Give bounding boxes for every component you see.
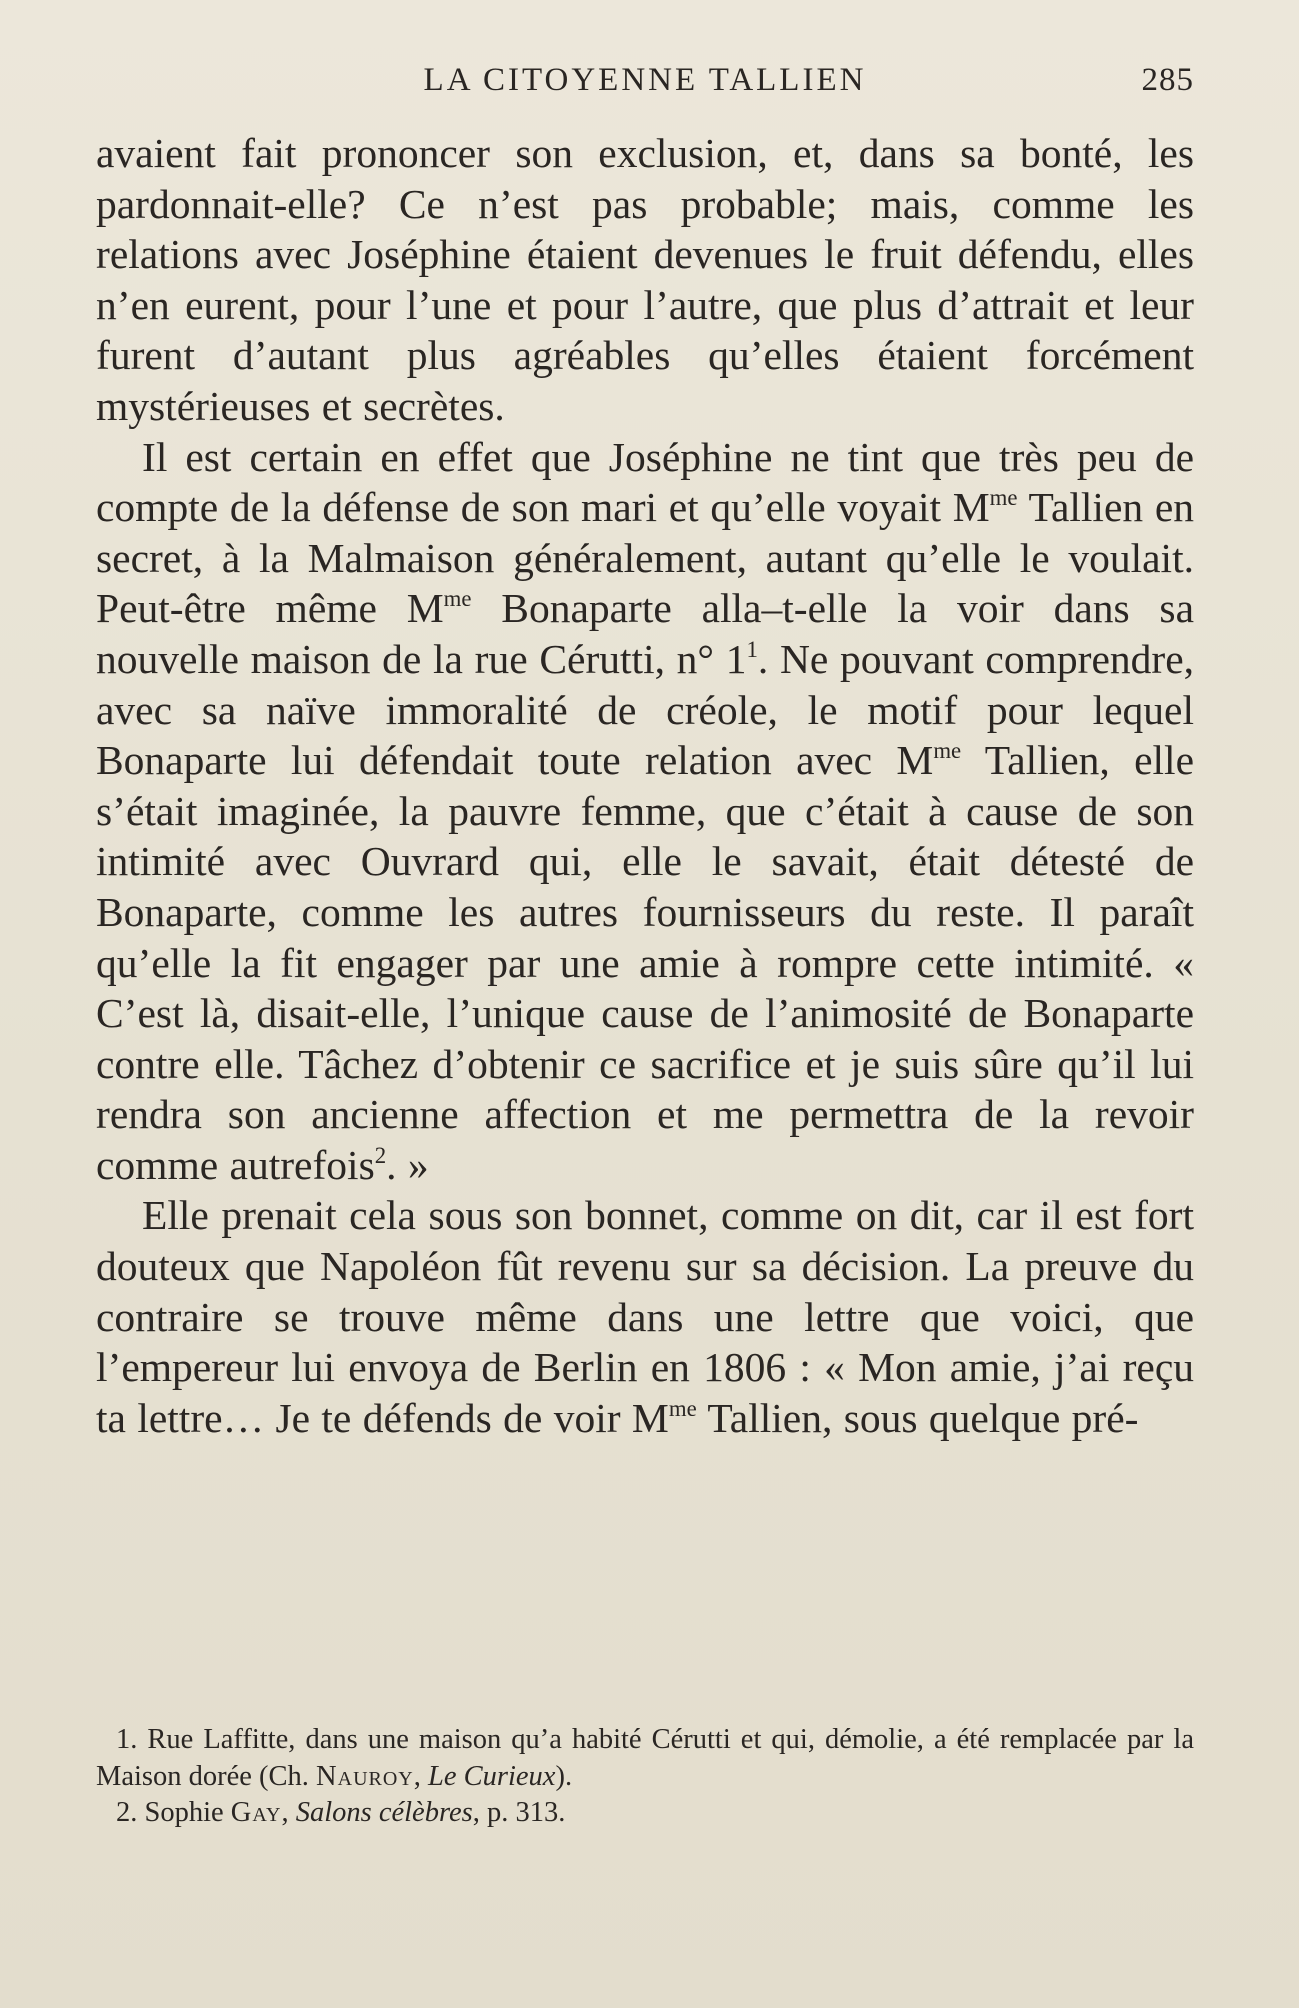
paragraph-3 — [96, 1190, 1194, 1443]
work-title: Salons célèbres — [295, 1797, 473, 1828]
footnote-1 — [96, 1722, 1194, 1795]
superscript-me: me — [668, 1395, 697, 1421]
text-run: 1. Rue Laffitte, dans une maison qu’a habité Cérutti et qui, démolie, a été remplacée par la Maison dorée (Ch. — [96, 1724, 1194, 1792]
text-run: Elle prenait cela sous son bonnet, comme on dit, car il est fort douteux que Napoléon fût revenu sur sa décision. La preuve du contraire se trouve même dans une lettre que voici, que l’empereur lui envoya de Berlin en 1806 : « Mon amie, j’ai reçu ta lettre… Je te défends de voir M — [96, 1192, 1194, 1441]
paragraph-1: avaient fait prononcer son exclusion, et, dans sa bonté, les pardonnait-elle? Ce n’est pas probable; mais, comme les relations avec Joséphine étaient devenues le fruit défendu, elles n’en eurent, pour l’une et pour l’autre, que plus d’attrait et leur furent d’autant plus agréables qu’elles étaient forcément mystérieuses et secrètes. — [96, 130, 1194, 429]
page-header — [96, 62, 1194, 112]
paragraph-2 — [96, 432, 1194, 1191]
text-run: . » — [386, 1141, 429, 1188]
text-run: Tallien, elle s’était imaginée, la pauvre femme, que c’était à cause de son intimité avec Ouvrard qui, elle le savait, était détesté de Bonaparte, comme les autres fournisseurs du reste. Il paraît qu’elle la fit engager par une amie à rompre cette intimité. « C’est là, disait-elle, l’unique cause de l’animosité de Bonaparte contre elle. Tâchez d’obtenir ce sacrifice et je suis sûre qu’il lui rendra son ancienne affection et me permettra de la revoir comme autrefois — [96, 737, 1194, 1188]
superscript-me: me — [989, 485, 1018, 511]
author-name: Nauroy — [316, 1760, 414, 1792]
text-run: . Ne pouvant comprendre, avec sa naïve immoralité de créole, le motif pour lequel Bonaparte lui défendait toute relation avec M — [96, 635, 1194, 784]
footnote-ref-1[interactable]: 1 — [746, 636, 758, 662]
superscript-me: me — [933, 738, 962, 764]
text-run: , — [281, 1797, 296, 1828]
footnote-2 — [96, 1795, 1194, 1832]
text-run: , p. 313. — [472, 1797, 566, 1828]
text-run: Il est certain en effet que Joséphine ne tint que très peu de compte de la défense de son mari et qu’elle voyait M — [96, 433, 1194, 531]
text-run: ). — [555, 1760, 573, 1792]
superscript-me: me — [443, 586, 472, 612]
footnote-ref-2[interactable]: 2 — [374, 1142, 387, 1168]
text-run: Tallien en secret, à la Malmaison généralement, autant qu’elle le voulait. Peut-être même M — [96, 484, 1194, 632]
work-title: Le Curieux — [428, 1760, 556, 1792]
text-run: Bonaparte alla–t-elle la voir dans sa nouvelle maison de la rue Cérutti, n° 1 — [96, 585, 1194, 682]
running-title: LA CITOYENNE TALLIEN — [423, 62, 867, 98]
main-text — [96, 128, 1194, 1443]
page-number: 285 — [1141, 62, 1194, 98]
author-name: Gay — [230, 1797, 282, 1828]
text-run: , — [413, 1760, 428, 1792]
text-run: 2. Sophie — [116, 1797, 231, 1828]
text-run: Tallien, sous quelque pré- — [696, 1394, 1139, 1441]
footnotes — [96, 1722, 1194, 1832]
